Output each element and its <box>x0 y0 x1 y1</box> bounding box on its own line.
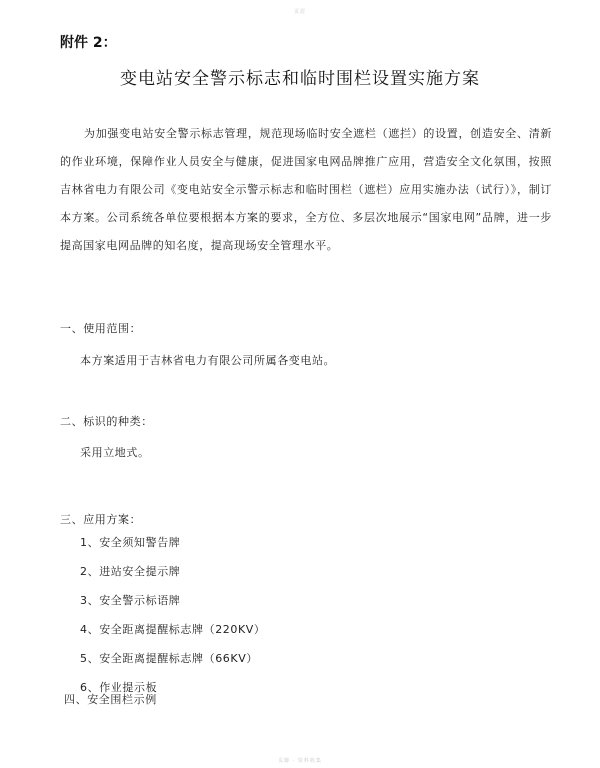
document-title: 变电站安全警示标志和临时围栏设置实施方案 <box>120 69 480 89</box>
list-item: 1、安全须知警告牌 <box>80 536 181 549</box>
application-list <box>80 528 266 702</box>
list-item: 3、安全警示标语牌 <box>80 594 181 607</box>
section-2-body: 采用立地式。 <box>80 446 150 459</box>
list-item: 5、安全距离提醒标志牌（66KV） <box>80 652 258 665</box>
list-item: 2、进站安全提示牌 <box>80 565 181 578</box>
list-item: 4、安全距离提醒标志牌（220KV） <box>80 623 266 636</box>
intro-paragraph: 为加强变电站安全警示标志管理，规范现场临时安全遮栏（遮拦）的设置，创造安全、清新的作业环境，保障作业人员安全与健康，促进国家电网品牌推广应用，营造安全文化氛围，按照吉林省电力有限公司《变电站安全示警示标志和临时围栏（遮栏）应用实施办法（试行）》，制订本方案。公司系统各单位要根据本方案的要求，全方位、多层次地展示“国家电网”品牌，进一步提高国家电网品牌的知名度，提高现场安全管理水平。 <box>60 127 552 252</box>
section-2-heading: 二、标识的种类： <box>60 415 153 428</box>
section-1-body: 本方案适用于吉林省电力有限公司所属各变电站。 <box>80 354 336 367</box>
list-item: 6、作业提示板 <box>80 681 158 694</box>
page-footer-mark: 页脚 · 资料收集 <box>278 758 322 764</box>
page-header-mark: 页眉 <box>293 9 306 15</box>
section-3-heading: 三、应用方案： <box>60 513 142 526</box>
attachment-label: 附件 2： <box>60 35 117 51</box>
section-1-heading: 一、使用范围： <box>60 322 142 335</box>
section-4-heading: 四、安全围栏示例 <box>64 693 157 706</box>
